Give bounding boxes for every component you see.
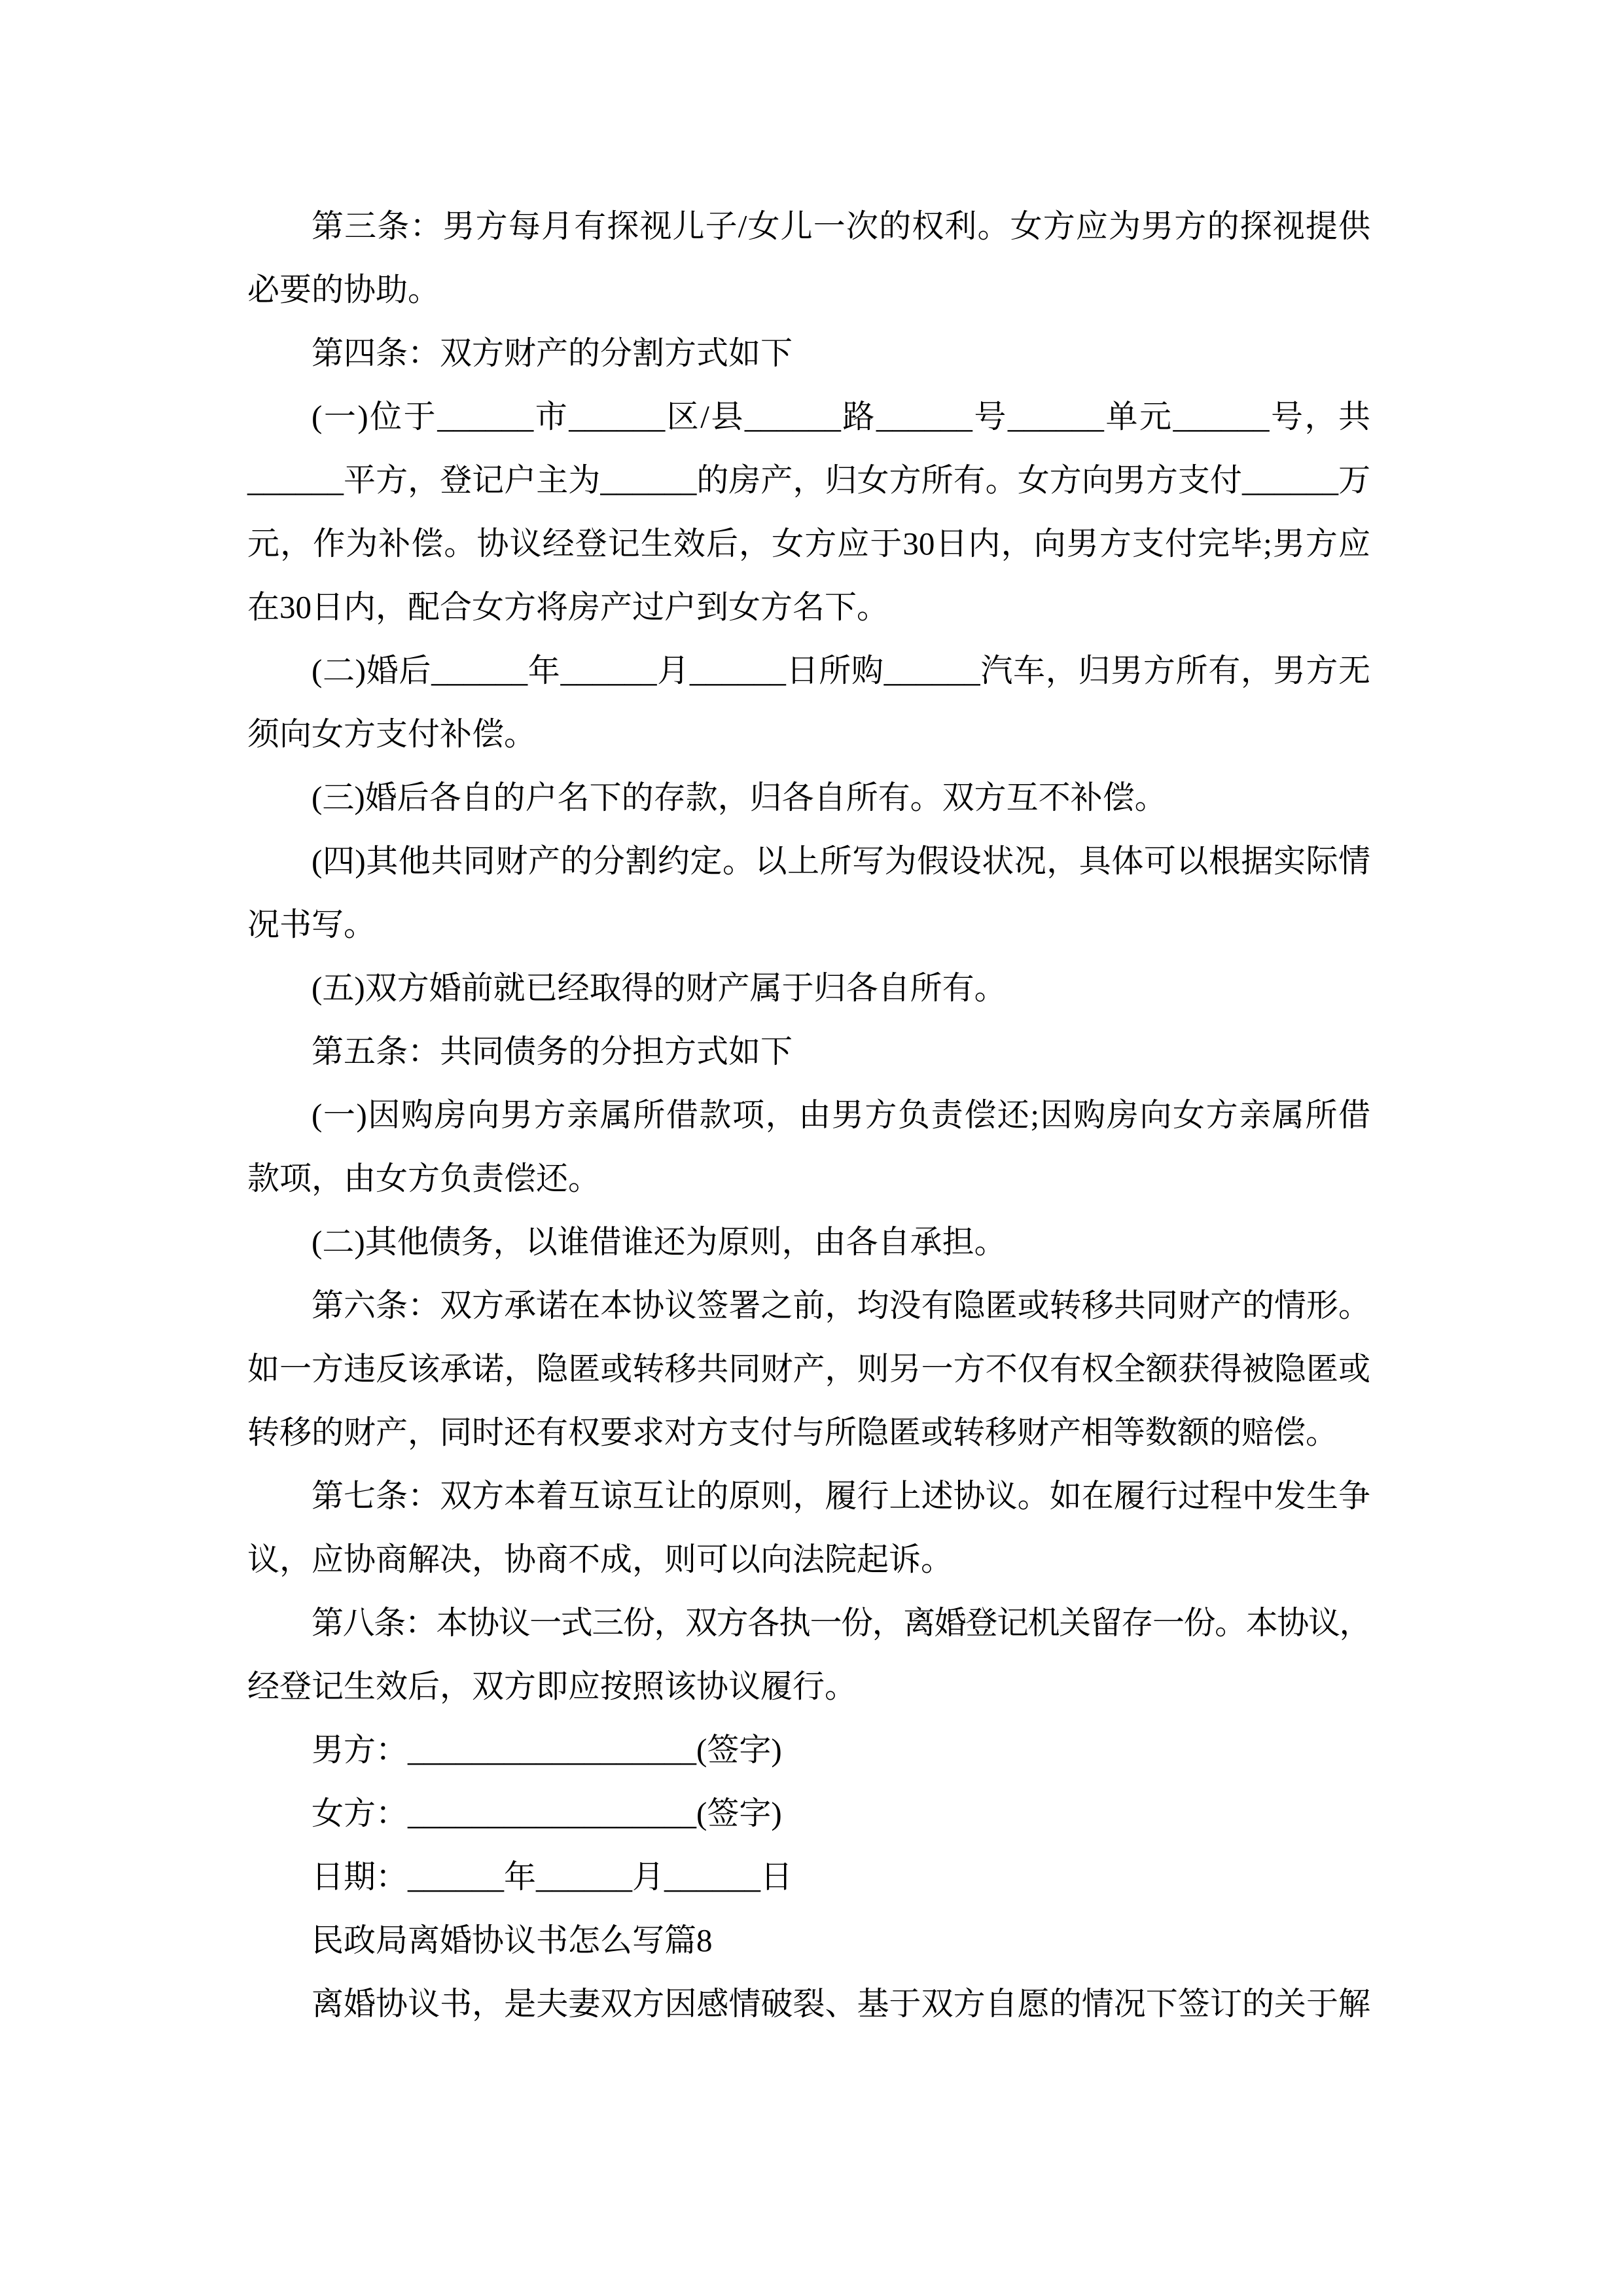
- doc-line: 第五条：共同债务的分担方式如下: [312, 1033, 793, 1069]
- doc-line: (二)婚后______年______月______日所购______汽车，归男方所有，男方无: [312, 653, 1370, 689]
- doc-line: 议，应协商解决，协商不成，则可以向法院起诉。: [247, 1541, 954, 1577]
- doc-line: 第六条：双方承诺在本协议签署之前，均没有隐匿或转移共同财产的情形。: [312, 1287, 1370, 1323]
- doc-line: 经登记生效后，双方即应按照该协议履行。: [247, 1668, 857, 1704]
- doc-line: 第三条：男方每月有探视儿子/女儿一次的权利。女方应为男方的探视提供: [312, 208, 1370, 244]
- doc-line: (一)因购房向男方亲属所借款项，由男方负责偿还;因购房向女方亲属所借: [312, 1097, 1370, 1133]
- doc-line: 须向女方支付补偿。: [247, 716, 537, 752]
- doc-line: 在30日内，配合女方将房产过户到女方名下。: [247, 589, 889, 625]
- doc-line: (二)其他债务，以谁借谁还为原则，由各自承担。: [312, 1224, 1007, 1260]
- doc-line: 况书写。: [247, 906, 376, 942]
- doc-line: 转移的财产，同时还有权要求对方支付与所隐匿或转移财产相等数额的赔偿。: [247, 1414, 1338, 1450]
- doc-line: (五)双方婚前就已经取得的财产属于归各自所有。: [312, 970, 1007, 1006]
- doc-line-signature-female: 女方：__________________(签字): [312, 1795, 782, 1831]
- doc-line: 如一方违反该承诺，隐匿或转移共同财产，则另一方不仅有权全额获得被隐匿或: [247, 1351, 1370, 1387]
- doc-line: 必要的协助。: [247, 272, 440, 308]
- doc-line: (四)其他共同财产的分割约定。以上所写为假设状况，具体可以根据实际情: [312, 843, 1370, 879]
- doc-line: ______平方，登记户主为______的房产，归女方所有。女方向男方支付______万: [247, 462, 1370, 498]
- doc-line: 第八条：本协议一式三份，双方各执一份，离婚登记机关留存一份。本协议，: [312, 1605, 1370, 1641]
- doc-line: (三)婚后各自的户名下的存款，归各自所有。双方互不补偿。: [312, 780, 1167, 816]
- doc-line: 离婚协议书，是夫妻双方因感情破裂、基于双方自愿的情况下签订的关于解: [312, 1986, 1370, 2022]
- doc-line-section-heading: 民政局离婚协议书怎么写篇8: [312, 1922, 713, 1958]
- doc-line: (一)位于______市______区/县______路______号______单元______号，共: [312, 399, 1370, 435]
- document-text-block: [247, 194, 1370, 2036]
- doc-line: 款项，由女方负责偿还。: [247, 1160, 601, 1196]
- doc-line-date: 日期：______年______月______日: [312, 1859, 793, 1895]
- doc-line-signature-male: 男方：__________________(签字): [312, 1732, 782, 1768]
- doc-line: 第四条：双方财产的分割方式如下: [312, 335, 793, 371]
- doc-line: 元，作为补偿。协议经登记生效后，女方应于30日内，向男方支付完毕;男方应: [247, 526, 1370, 562]
- doc-line: 第七条：双方本着互谅互让的原则，履行上述协议。如在履行过程中发生争: [312, 1478, 1370, 1514]
